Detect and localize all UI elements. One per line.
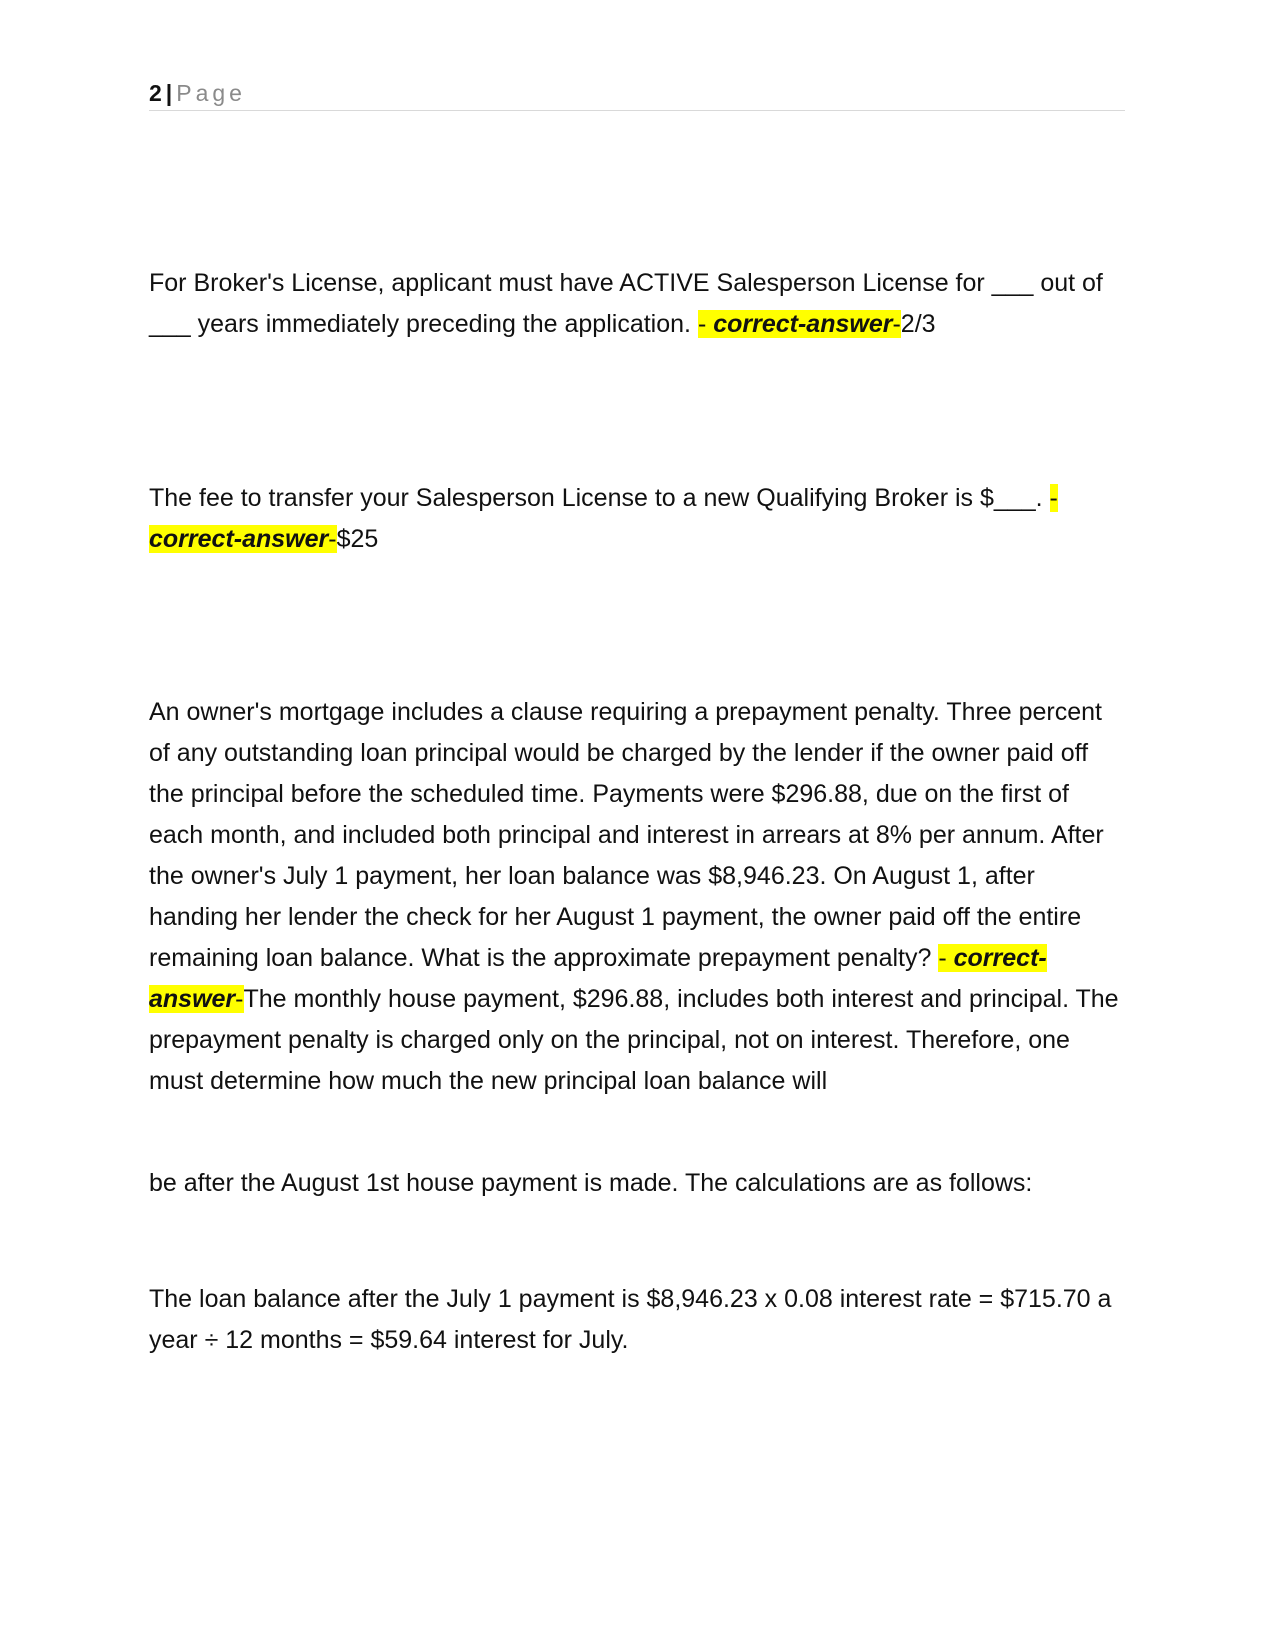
question-3 <box>149 692 1125 1102</box>
page-header <box>149 78 1125 111</box>
answer-label: - correct-answer- <box>149 484 1058 553</box>
calculation-paragraph: The loan balance after the July 1 payment is $8,946.23 x 0.08 interest rate = $715.70 a year ÷ 12 months = $59.64 interest for July. <box>149 1285 1112 1354</box>
question-2 <box>149 478 1125 560</box>
question-2-text: The fee to transfer your Salesperson License to a new Qualifying Broker is $___. <box>149 484 1050 512</box>
answer-label: - correct-answer- <box>149 944 1047 1013</box>
question-1-answer: 2/3 <box>900 310 936 338</box>
answer-continuation: be after the August 1st house payment is made. The calculations are as follows: <box>149 1169 1033 1197</box>
question-1 <box>149 263 1125 345</box>
answer-label: - correct-answer- <box>697 310 901 338</box>
question-3-answer: The monthly house payment, $296.88, includes both interest and principal. The prepayment penalty is charged only on the principal, not on interest. Therefore, one must determine how much the new principal loan balance will <box>149 985 1119 1095</box>
page-number: 2 <box>149 80 162 106</box>
question-2-answer: $25 <box>336 525 379 553</box>
page-word: Page <box>176 80 246 106</box>
question-3-text: An owner's mortgage includes a clause requiring a prepayment penalty. Three percent of any outstanding loan principal would be charged by the lender if the owner paid off the principal before the scheduled time. Payments were $296.88, due on the first of each month, and included both principal and interest in arrears at 8% per annum. After the owner's July 1 payment, her loan balance was $8,946.23. On August 1, after handing her lender the check for her August 1 payment, the owner paid off the entire remaining loan balance. What is the approximate prepayment penalty? <box>149 698 1104 972</box>
page-separator: | <box>165 80 173 106</box>
question-1-text: For Broker's License, applicant must have ACTIVE Salesperson License for ___ out of ___ years immediately preceding the application. <box>149 269 1103 338</box>
